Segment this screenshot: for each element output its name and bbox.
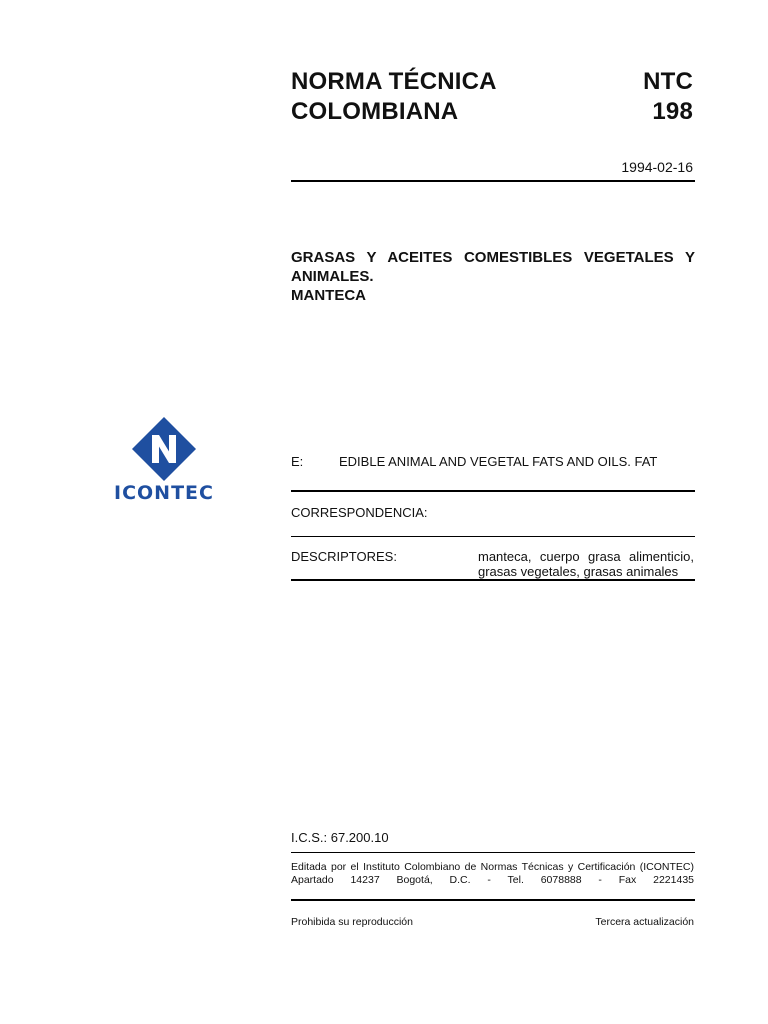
footer-edition: Tercera actualización (595, 916, 694, 928)
document-title-line2: ANIMALES. (291, 268, 374, 285)
english-divider (291, 490, 695, 492)
ics-divider (291, 852, 695, 853)
publisher-info (291, 861, 694, 887)
correspondencia-divider (291, 536, 695, 537)
header-divider (291, 180, 695, 182)
english-title: EDIBLE ANIMAL AND VEGETAL FATS AND OILS. FAT (339, 454, 658, 469)
header-title-line1: NORMA TÉCNICA (291, 68, 497, 95)
icontec-logo-icon (106, 416, 222, 482)
header-code-line1: NTC (643, 68, 693, 95)
descriptores-line1: manteca, cuerpo grasa alimenticio, (478, 549, 694, 564)
icontec-logo (106, 416, 222, 510)
document-title (291, 248, 695, 305)
descriptores-label: DESCRIPTORES: (291, 549, 397, 564)
publisher-line2: Apartado 14237 Bogotá, D.C. - Tel. 6078888 - Fax 2221435 (291, 874, 694, 886)
descriptores-line2: grasas vegetales, grasas animales (478, 564, 679, 579)
publisher-divider (291, 899, 695, 901)
publisher-line1: Editada por el Instituto Colombiano de Normas Técnicas y Certificación (ICONTEC) (291, 861, 694, 873)
footer-reproduction: Prohibida su reproducción (291, 916, 413, 928)
document-title-line3: MANTECA (291, 287, 366, 304)
descriptores-divider (291, 579, 695, 581)
english-label: E: (291, 454, 304, 469)
ics-code: I.C.S.: 67.200.10 (291, 830, 389, 845)
publication-date: 1994-02-16 (621, 159, 693, 175)
descriptores-value (478, 549, 694, 579)
header-title (291, 67, 497, 127)
icontec-logo-text: ICONTEC (114, 482, 214, 504)
header-code-line2: 198 (652, 98, 693, 125)
header-title-line2: COLOMBIANA (291, 98, 459, 125)
correspondencia-label: CORRESPONDENCIA: (291, 505, 428, 520)
document-title-line1: GRASAS Y ACEITES COMESTIBLES VEGETALES Y (291, 249, 695, 266)
header-code (643, 67, 693, 127)
